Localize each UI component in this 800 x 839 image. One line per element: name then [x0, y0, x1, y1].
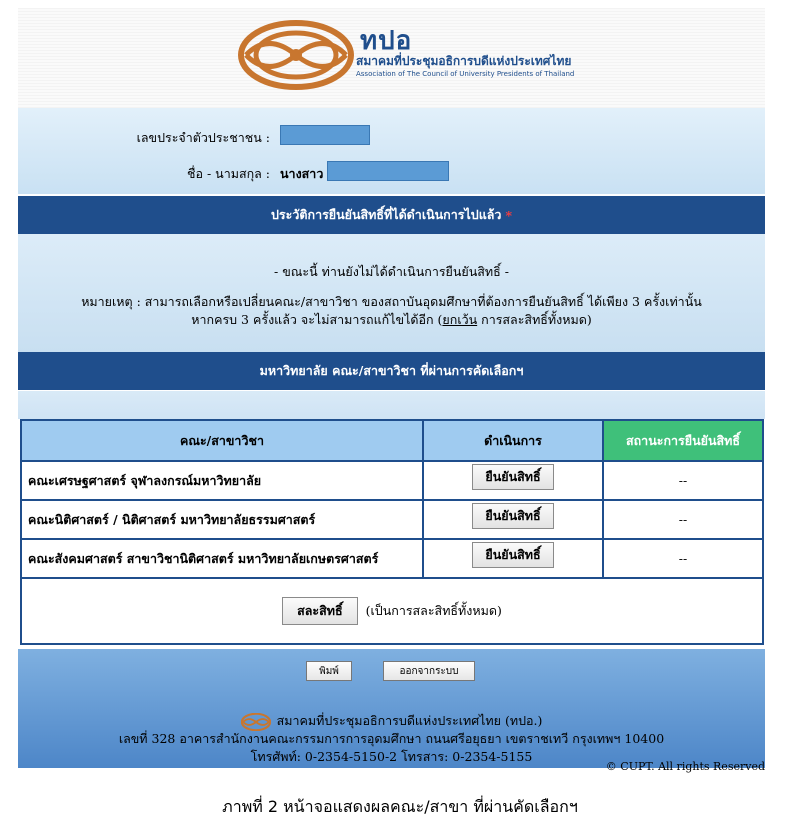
footer-contact: โทรศัพท์: 0-2354-5150-2 โทรสาร: 0-2354-5155 — [250, 749, 533, 764]
name-value-redacted — [327, 161, 449, 181]
note-line-2-post: การสละสิทธิ์ทั้งหมด) — [477, 312, 592, 327]
waive-row — [21, 578, 763, 644]
required-mark: * — [505, 207, 512, 223]
id-label: เลขประจำตัวประชาชน : — [136, 130, 270, 145]
site-header — [18, 8, 765, 108]
waive-note: (เป็นการสละสิทธิ์ทั้งหมด) — [365, 603, 502, 618]
footer-org-line — [18, 711, 765, 731]
program-name: คณะเศรษฐศาสตร์ จุฬาลงกรณ์มหาวิทยาลัย — [21, 461, 423, 500]
logout-button[interactable]: ออกจากระบบ — [383, 661, 475, 681]
confirm-button[interactable]: ยืนยันสิทธิ์ — [472, 464, 553, 490]
confirm-button[interactable]: ยืนยันสิทธิ์ — [472, 542, 553, 568]
cupt-logo-icon — [238, 20, 354, 90]
waive-all-button[interactable]: สละสิทธิ์ — [282, 597, 358, 625]
note-line-2-pre: หากครบ 3 ครั้งแล้ว จะไม่สามารถแก้ไขได้อีก ( — [191, 312, 443, 327]
table-row — [21, 461, 763, 500]
column-header-status: สถานะการยืนยันสิทธิ์ — [603, 420, 763, 461]
table-header-row — [21, 420, 763, 461]
id-value-redacted — [280, 125, 370, 145]
note-line-2-emphasis: ยกเว้น — [442, 312, 478, 327]
status-value: -- — [603, 500, 763, 539]
site-footer — [18, 649, 765, 768]
cupt-small-logo-icon — [241, 713, 271, 731]
status-value: -- — [603, 539, 763, 578]
program-name: คณะนิติศาสตร์ / นิติศาสตร์ มหาวิทยาลัยธรรมศาสตร์ — [21, 500, 423, 539]
waive-cell — [21, 578, 763, 644]
footer-address: เลขที่ 328 อาคารสำนักงานคณะกรรมการการอุดมศึกษา ถนนศรีอยุธยา เขตราชเทวี กรุงเทพฯ 10400 — [118, 731, 665, 746]
history-section-title: ประวัติการยืนยันสิทธิ์ที่ได้ดำเนินการไปแล้ว — [271, 207, 502, 222]
notice-panel — [18, 234, 765, 352]
confirm-button[interactable]: ยืนยันสิทธิ์ — [472, 503, 553, 529]
copyright-text: © CUPT. All rights Reserved — [605, 760, 765, 773]
results-spacer — [18, 391, 765, 419]
action-cell — [423, 461, 603, 500]
logo-english-name: Association of The Council of University Presidents of Thailand — [356, 70, 575, 78]
history-section-header — [18, 196, 765, 234]
column-header-action: ดำเนินการ — [423, 420, 603, 461]
column-header-program: คณะ/สาขาวิชา — [21, 420, 423, 461]
page-frame — [18, 8, 765, 778]
footer-org-name: สมาคมที่ประชุมอธิการบดีแห่งประเทศไทย (ทปอ.) — [276, 713, 543, 728]
confirmation-status-text: - ขณะนี้ ท่านยังไม่ได้ดำเนินการยืนยันสิทธิ์ - — [274, 264, 509, 279]
name-title-prefix: นางสาว — [280, 166, 324, 181]
logo-thai-name: สมาคมที่ประชุมอธิการบดีแห่งประเทศไทย — [356, 54, 572, 68]
name-row — [18, 161, 765, 183]
applicant-info — [18, 108, 765, 194]
table-row — [21, 500, 763, 539]
name-label: ชื่อ - นามสกุล : — [186, 166, 270, 181]
status-value: -- — [603, 461, 763, 500]
table-row — [21, 539, 763, 578]
id-row — [18, 125, 765, 147]
results-section-title: มหาวิทยาลัย คณะ/สาขาวิชา ที่ผ่านการคัดเลือกฯ — [259, 363, 524, 378]
logo-abbreviation: ทปอ — [360, 26, 413, 56]
note-line-2 — [18, 310, 765, 330]
action-cell — [423, 539, 603, 578]
print-button[interactable]: พิมพ์ — [306, 661, 352, 681]
program-name: คณะสังคมศาสตร์ สาขาวิชานิติศาสตร์ มหาวิทยาลัยเกษตรศาสตร์ — [21, 539, 423, 578]
action-cell — [423, 500, 603, 539]
results-section-header — [18, 352, 765, 390]
figure-caption: ภาพที่ 2 หน้าจอแสดงผลคณะ/สาขา ที่ผ่านคัดเลือกฯ — [222, 797, 578, 816]
results-table — [20, 419, 764, 645]
note-line-1: หมายเหตุ : สามารถเลือกหรือเปลี่ยนคณะ/สาขาวิชา ของสถาบันอุดมศึกษาที่ต้องการยืนยันสิทธิ์ ได้เพียง 3 ครั้งเท่านั้น — [81, 294, 702, 309]
